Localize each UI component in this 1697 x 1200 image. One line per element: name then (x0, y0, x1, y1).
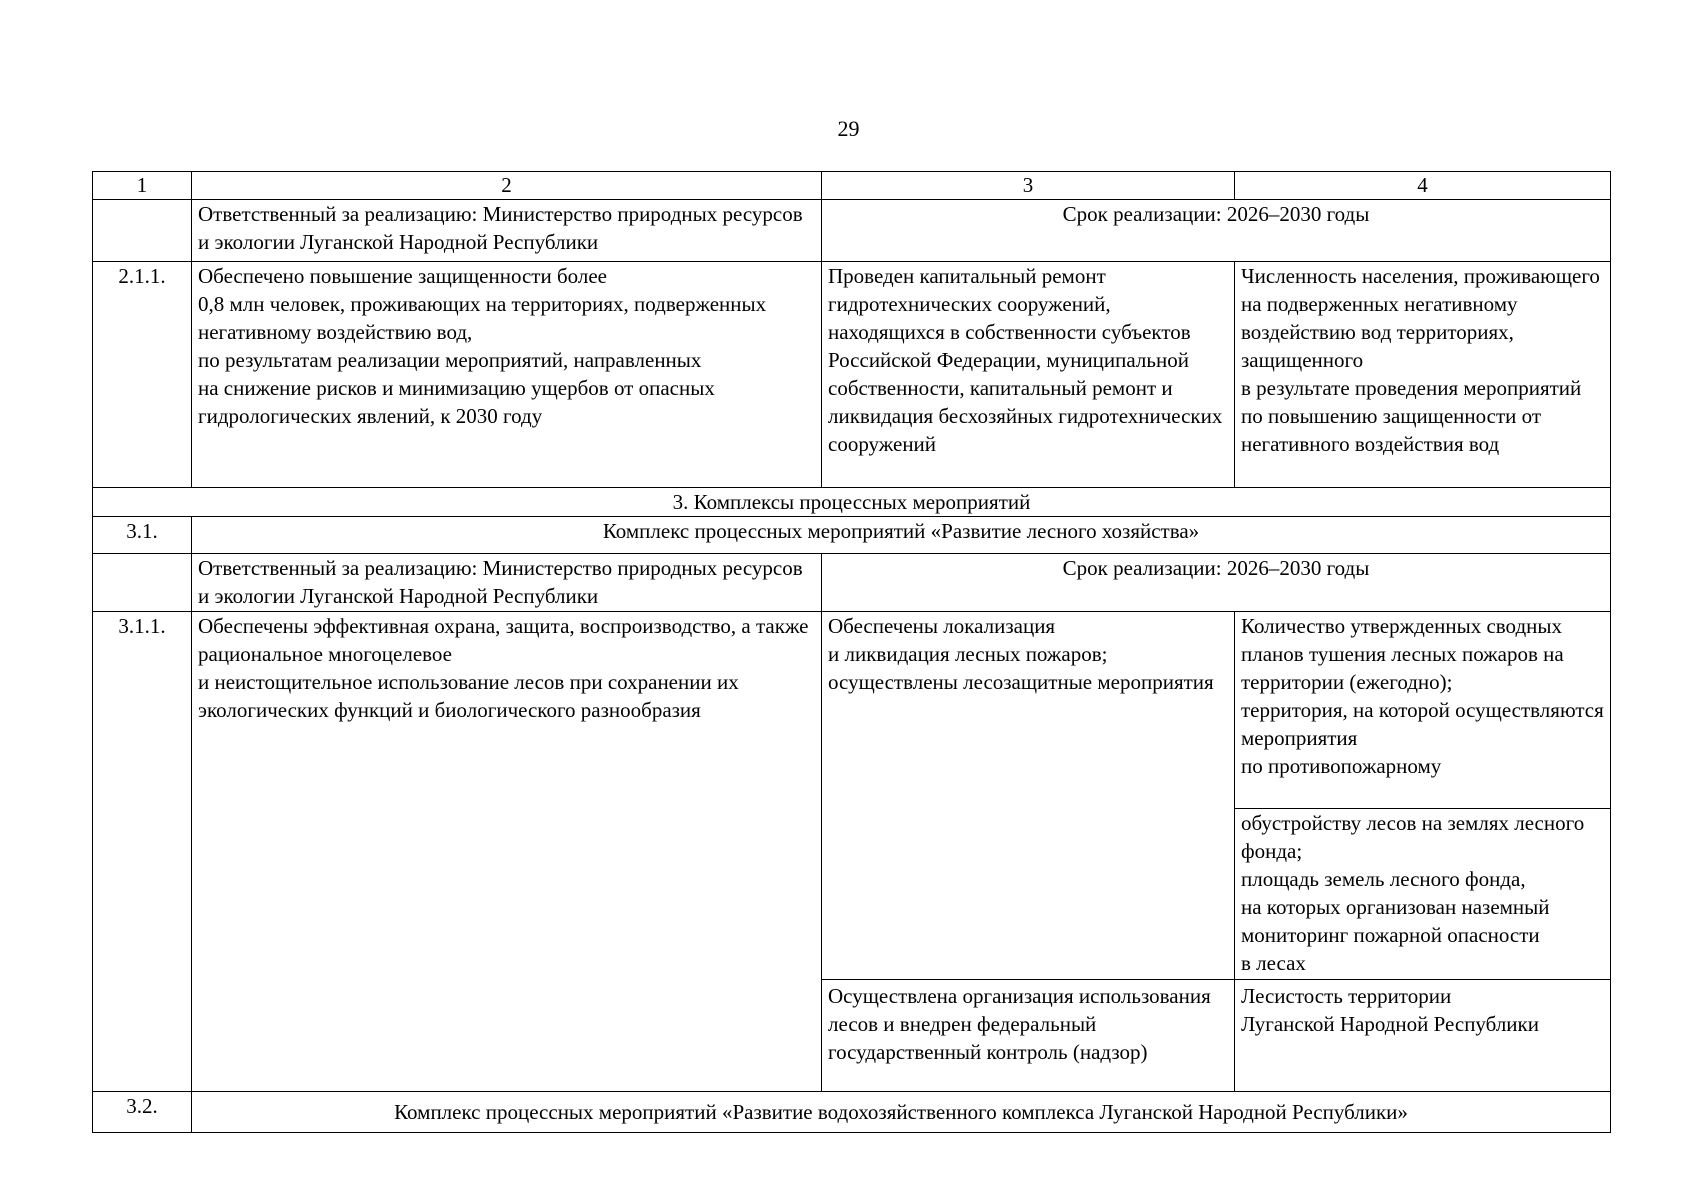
indicator-cell: Лесистость территории Луганской Народной Республики (1235, 980, 1611, 1092)
column-header-4: 4 (1235, 172, 1611, 200)
task-cell: Обеспечено повышение защищенности более 0,8 млн человек, проживающих на территориях, подверженных негативному воздействию вод, по результатам реализации мероприятий, направленных на снижение рисков и минимизацию ущербов от опасных гидрологических явлений, к 2030 году (192, 262, 822, 488)
section-row (93, 488, 1611, 517)
indicator-cell: Численность населения, проживающего на подверженных негативному воздействию вод территориях, защищенного в результате проведения мероприятий по повышению защищенности от негативного воздействия вод (1235, 262, 1611, 488)
table-row (93, 612, 1611, 809)
responsible-cell: Ответственный за реализацию: Министерство природных ресурсов и экологии Луганской Народной Республики (192, 200, 822, 262)
column-header-1: 1 (93, 172, 192, 200)
column-header-3: 3 (822, 172, 1235, 200)
effect-cell: Обеспечены локализация и ликвидация лесных пожаров; осуществлены лесозащитные мероприятия (822, 612, 1235, 980)
empty-num-cell (93, 554, 192, 612)
table-row (93, 200, 1611, 262)
empty-num-cell (93, 200, 192, 262)
column-header-2: 2 (192, 172, 822, 200)
row-number: 3.1.1. (93, 612, 192, 1092)
indicator-cell: Количество утвержденных сводных планов тушения лесных пожаров на территории (ежегодно); территория, на которой осуществляются мероприятия по противопожарному (1235, 612, 1611, 809)
complex-title: Комплекс процессных мероприятий «Развитие водохозяйственного комплекса Луганской Народной Республики» (192, 1092, 1611, 1133)
table-row (93, 554, 1611, 612)
responsible-cell: Ответственный за реализацию: Министерство природных ресурсов и экологии Луганской Народной Республики (192, 554, 822, 612)
complex-row (93, 1092, 1611, 1133)
page-number: 29 (837, 116, 860, 141)
indicator-cell: обустройству лесов на землях лесного фонда; площадь земель лесного фонда, на которых организован наземный мониторинг пожарной опасности в лесах (1235, 809, 1611, 980)
period-cell: Срок реализации: 2026–2030 годы (822, 554, 1611, 612)
complex-number: 3.2. (93, 1092, 192, 1133)
complex-title: Комплекс процессных мероприятий «Развитие лесного хозяйства» (192, 517, 1611, 554)
section-title: 3. Комплексы процессных мероприятий (93, 488, 1611, 517)
period-cell: Срок реализации: 2026–2030 годы (822, 200, 1611, 262)
table-row (93, 262, 1611, 488)
row-number: 2.1.1. (93, 262, 192, 488)
task-cell: Обеспечены эффективная охрана, защита, воспроизводство, а также рациональное многоцелевое и неистощительное использование лесов при сохранении их экологических функций и биологического разнообразия (192, 612, 822, 1092)
complex-row (93, 517, 1611, 554)
program-table (92, 171, 1611, 1133)
table-header-row (93, 172, 1611, 200)
effect-cell: Осуществлена организация использования лесов и внедрен федеральный государственный контроль (надзор) (822, 980, 1235, 1092)
complex-number: 3.1. (93, 517, 192, 554)
effect-cell: Проведен капитальный ремонт гидротехнических сооружений, находящихся в собственности субъектов Российской Федерации, муниципальной собственности, капитальный ремонт и ликвидация бесхозяйных гидротехнических сооружений (822, 262, 1235, 488)
